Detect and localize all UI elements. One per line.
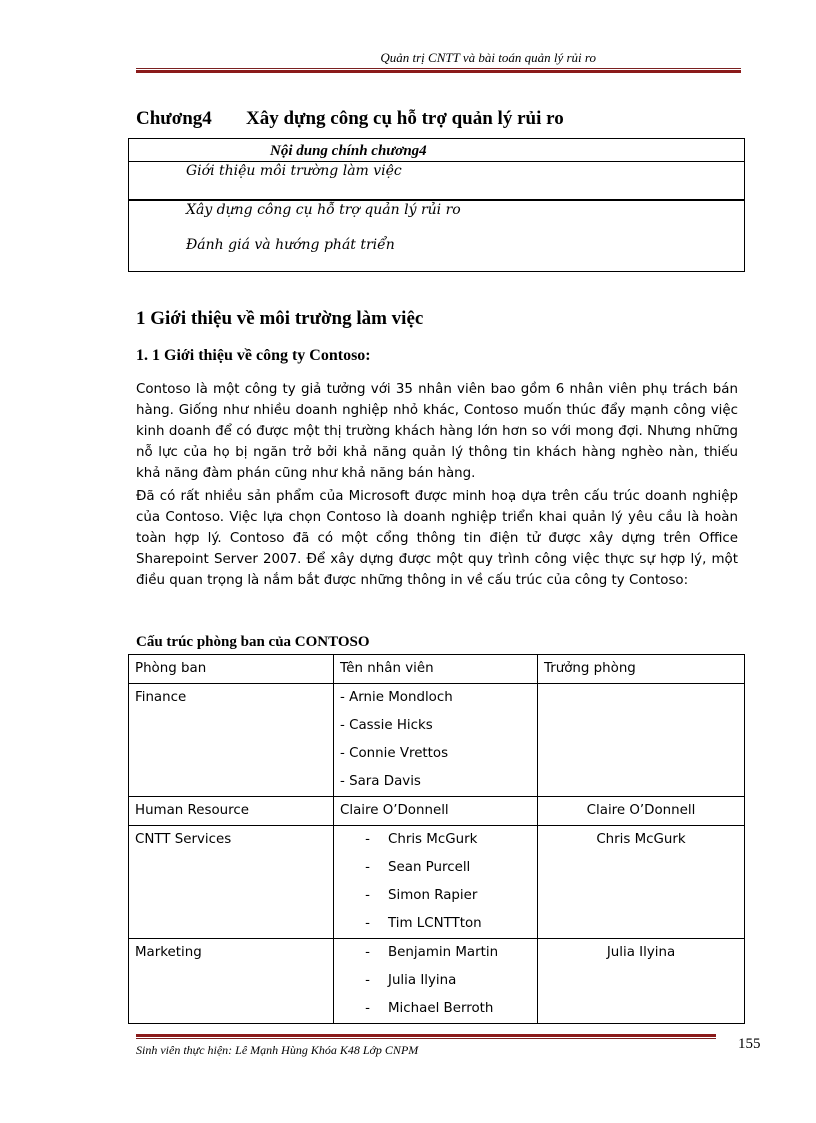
table-row bbox=[129, 684, 745, 797]
section-heading: 1 Giới thiệu về môi trường làm việc bbox=[136, 308, 424, 329]
table-row bbox=[129, 797, 745, 826]
employee-item: - Chris McGurk bbox=[365, 832, 478, 847]
running-header: Quản trị CNTT và bài toán quản lý rủi ro bbox=[380, 50, 596, 65]
body-paragraph: Đã có rất nhiều sản phẩm của Microsoft được minh hoạ dựa trên cấu trúc doanh nghiệp của Contoso. Việc lựa chọn Contoso là doanh nghiệp triển khai quản lý yêu cầu là hoàn toàn hợp lý. Contoso đã có một cổng thông tin điện tử được xây dựng trên Office Sharepoint Server 2007. Để xây dựng được một quy trình công việc thực sự hợp lý, một điều quan trọng là nắm bắt được những thông in về cấu trúc của công ty Contoso: bbox=[136, 489, 738, 588]
employees-cell bbox=[334, 684, 538, 797]
chapter-title: Xây dựng công cụ hỗ trợ quản lý rủi ro bbox=[246, 108, 564, 129]
body-paragraph: Contoso là một công ty giả tưởng với 35 nhân viên bao gồm 6 nhân viên phụ trách bán hàng. Giống như nhiều doanh nghiệp nhỏ khác, Contoso muốn thúc đẩy mạnh công việc kinh doanh để có được một thị trường khách hàng lớn hơn so với mong đợi. Nhưng những nỗ lực của họ bị ngăn trở bởi khả năng quản lý thông tin khách hàng nghèo nàn, thiếu khả năng đàm phán cũng như khả năng bán hàng. bbox=[136, 382, 738, 481]
dept-cell: Human Resource bbox=[129, 797, 334, 826]
employees-cell: Claire O’Donnell bbox=[334, 797, 538, 826]
summary-item: Xây dựng công cụ hỗ trợ quản lý rủi ro bbox=[186, 202, 461, 218]
subsection-heading: 1. 1 Giới thiệu về công ty Contoso: bbox=[136, 347, 371, 364]
column-header: Trưởng phòng bbox=[538, 655, 745, 684]
manager-cell: Claire O’Donnell bbox=[538, 797, 745, 826]
manager-cell: Julia Ilyina bbox=[538, 939, 745, 1024]
employee-item: - Michael Berroth bbox=[365, 1001, 494, 1016]
dept-cell: Marketing bbox=[129, 939, 334, 1024]
employee-item: - Benjamin Martin bbox=[365, 945, 499, 960]
manager-cell bbox=[538, 684, 745, 797]
summary-item: Đánh giá và hướng phát triển bbox=[186, 237, 395, 253]
dept-cell: Finance bbox=[129, 684, 334, 797]
table-row bbox=[129, 826, 745, 939]
summary-box-title: Nội dung chính chương4 bbox=[270, 143, 427, 159]
employee-item: - Cassie Hicks bbox=[340, 718, 433, 733]
header-rule-thin bbox=[136, 68, 741, 69]
employee-item: - Sean Purcell bbox=[365, 860, 471, 875]
column-header: Phòng ban bbox=[129, 655, 334, 684]
org-structure-table bbox=[128, 654, 745, 1024]
employee-item: - Sara Davis bbox=[340, 774, 421, 789]
employee-item: - Arnie Mondloch bbox=[340, 690, 453, 705]
dept-cell: CNTT Services bbox=[129, 826, 334, 939]
footer-rule-thin bbox=[136, 1038, 716, 1039]
employee-item: - Tim LCNTTton bbox=[365, 916, 482, 931]
footer-author: Sinh viên thực hiện: Lê Mạnh Hùng Khóa K48 Lớp CNPM bbox=[136, 1043, 419, 1057]
summary-item: Giới thiệu môi trường làm việc bbox=[186, 163, 402, 179]
column-header: Tên nhân viên bbox=[334, 655, 538, 684]
table-header-row bbox=[129, 655, 745, 684]
employees-cell bbox=[334, 939, 538, 1024]
employee-item: - Julia Ilyina bbox=[365, 973, 457, 988]
employee-item: - Connie Vrettos bbox=[340, 746, 449, 761]
chapter-number: Chương4 bbox=[136, 108, 212, 129]
chapter-summary-box bbox=[128, 138, 745, 272]
employees-cell bbox=[334, 826, 538, 939]
table-caption: Cấu trúc phòng ban của CONTOSO bbox=[136, 634, 370, 650]
manager-cell: Chris McGurk bbox=[538, 826, 745, 939]
footer-rule-thick bbox=[136, 1034, 716, 1037]
summary-divider bbox=[129, 199, 744, 201]
table-row bbox=[129, 939, 745, 1024]
header-rule-thick bbox=[136, 70, 741, 73]
summary-divider bbox=[129, 161, 744, 162]
chapter-heading bbox=[136, 108, 564, 130]
page-number: 155 bbox=[738, 1036, 761, 1052]
employee-item: - Simon Rapier bbox=[365, 888, 478, 903]
